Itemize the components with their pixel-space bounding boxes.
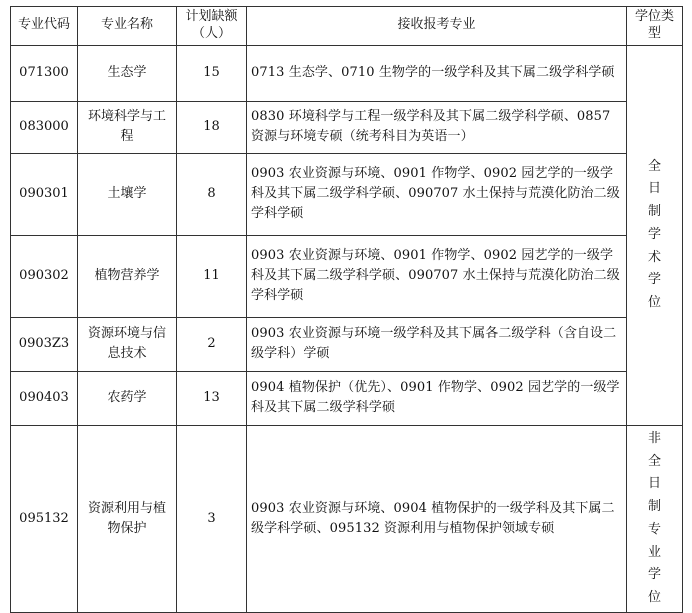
cell-code: 0903Z3 bbox=[11, 317, 78, 371]
degree-type-label: 全日制学术学位 bbox=[647, 158, 661, 311]
cell-majors: 0903 农业资源与环境、0901 作物学、0902 园艺学的一级学科及其下属二级学科学硕、090707 水土保持与荒漠化防治二级学科学硕 bbox=[247, 235, 627, 317]
degree-type-label: 非全日制专业学位 bbox=[647, 430, 661, 606]
cell-code: 071300 bbox=[11, 45, 78, 101]
cell-code: 090301 bbox=[11, 153, 78, 235]
cell-code: 095132 bbox=[11, 425, 78, 612]
cell-quota: 3 bbox=[177, 425, 247, 612]
cell-name: 植物营养学 bbox=[78, 235, 177, 317]
cell-quota: 11 bbox=[177, 235, 247, 317]
cell-quota: 2 bbox=[177, 317, 247, 371]
cell-name: 生态学 bbox=[78, 45, 177, 101]
cell-majors: 0904 植物保护（优先）、0901 作物学、0902 园艺学的一级学科及其下属二级学科学硕 bbox=[247, 371, 627, 425]
table-row bbox=[11, 153, 683, 235]
cell-quota: 13 bbox=[177, 371, 247, 425]
cell-code: 083000 bbox=[11, 101, 78, 153]
cell-name: 农药学 bbox=[78, 371, 177, 425]
cell-code: 090403 bbox=[11, 371, 78, 425]
table-row bbox=[11, 235, 683, 317]
table-row bbox=[11, 371, 683, 425]
cell-degree-type-academic bbox=[627, 45, 683, 425]
header-majors: 接收报考专业 bbox=[247, 7, 627, 46]
cell-quota: 8 bbox=[177, 153, 247, 235]
header-degree-type: 学位类型 bbox=[627, 7, 683, 46]
header-name: 专业名称 bbox=[78, 7, 177, 46]
cell-name: 环境科学与工程 bbox=[78, 101, 177, 153]
cell-name: 资源利用与植物保护 bbox=[78, 425, 177, 612]
table-row bbox=[11, 45, 683, 101]
cell-majors: 0903 农业资源与环境、0901 作物学、0902 园艺学的一级学科及其下属二级学科学硕、090707 水土保持与荒漠化防治二级学科学硕 bbox=[247, 153, 627, 235]
table-row bbox=[11, 101, 683, 153]
cell-quota: 18 bbox=[177, 101, 247, 153]
header-quota: 计划缺额（人） bbox=[177, 7, 247, 46]
cell-name: 土壤学 bbox=[78, 153, 177, 235]
table-row bbox=[11, 317, 683, 371]
cell-name: 资源环境与信息技术 bbox=[78, 317, 177, 371]
admission-table bbox=[10, 6, 683, 613]
table-row bbox=[11, 425, 683, 612]
header-code: 专业代码 bbox=[11, 7, 78, 46]
cell-quota: 15 bbox=[177, 45, 247, 101]
cell-majors: 0830 环境科学与工程一级学科及其下属二级学科学硕、0857 资源与环境专硕（统考科目为英语一） bbox=[247, 101, 627, 153]
cell-majors: 0903 农业资源与环境一级学科及其下属各二级学科（含自设二级学科）学硕 bbox=[247, 317, 627, 371]
cell-degree-type-professional bbox=[627, 425, 683, 612]
cell-majors: 0713 生态学、0710 生物学的一级学科及其下属二级学科学硕 bbox=[247, 45, 627, 101]
header-row bbox=[11, 7, 683, 46]
cell-code: 090302 bbox=[11, 235, 78, 317]
cell-majors: 0903 农业资源与环境、0904 植物保护的一级学科及其下属二级学科学硕、095132 资源利用与植物保护领域专硕 bbox=[247, 425, 627, 612]
